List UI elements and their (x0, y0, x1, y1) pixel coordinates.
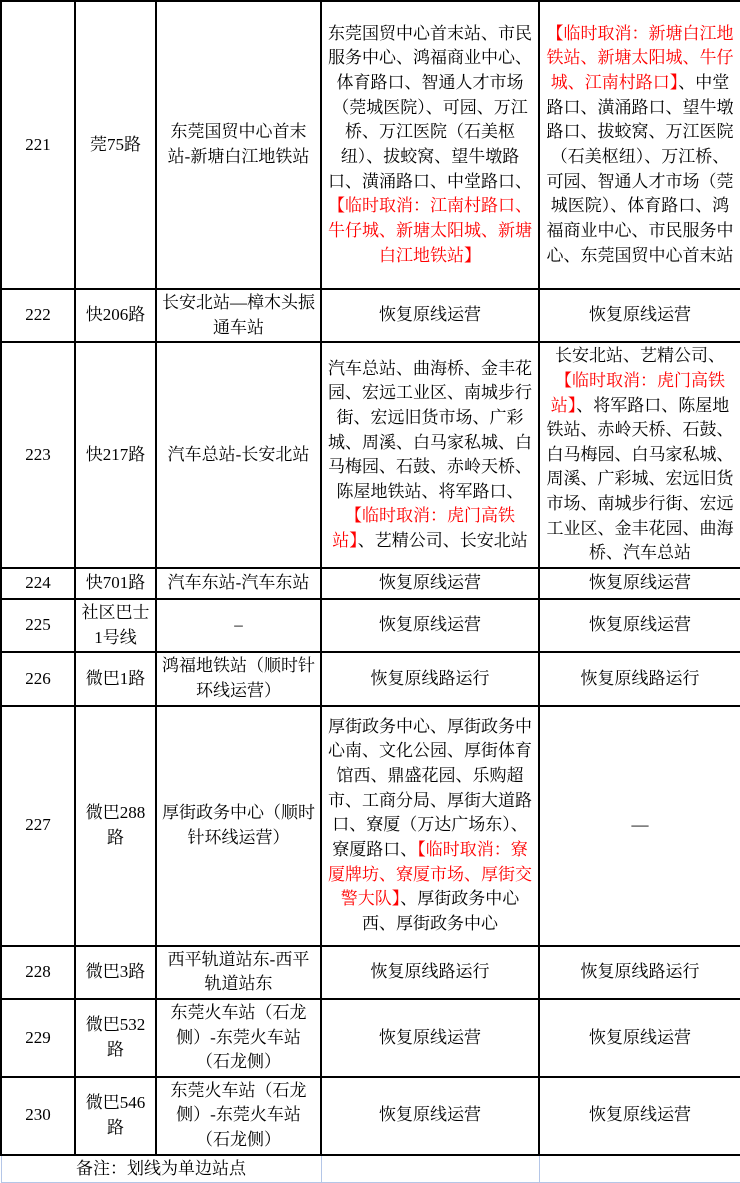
table-body (1, 1, 740, 1155)
route-name-cell: 快206路 (75, 289, 156, 342)
stations-text: 恢复原线运营 (379, 305, 481, 325)
stations-text: 恢复原线路运行 (370, 668, 490, 688)
stations-text: — (631, 815, 649, 835)
route-endpoints-cell: 鸿福地铁站（顺时针环线运营） (156, 652, 321, 705)
route-endpoints-cell: 东莞火车站（石龙侧）-东莞火车站（石龙侧） (156, 999, 321, 1077)
route-row-225 (1, 599, 740, 652)
stations-text: 恢复原线运营 (589, 305, 691, 325)
outbound-stations-cell (321, 706, 539, 946)
note-empty-cell-1 (321, 1155, 539, 1183)
stations-text: 恢复原线运营 (379, 1105, 481, 1125)
outbound-stations-cell (321, 1, 539, 289)
route-name-cell: 微巴546路 (75, 1077, 156, 1155)
route-name-cell: 社区巴士1号线 (75, 599, 156, 652)
stations-text: 、艺精公司、长安北站 (357, 531, 528, 551)
row-index-cell: 227 (1, 706, 75, 946)
route-row-222 (1, 289, 740, 342)
stations-text: 恢复原线路运行 (370, 961, 490, 981)
stations-text: 汽车总站、曲海桥、金丰花园、宏远工业区、南城步行街、宏远旧货市场、广彩城、周溪、白马家私城、白马梅园、石鼓、赤岭天桥、陈屋地铁站、将军路口、 (328, 358, 532, 501)
return-stations-cell (539, 342, 740, 568)
table-footer (1, 1155, 740, 1183)
route-name-cell: 快217路 (75, 342, 156, 568)
row-index-cell: 226 (1, 652, 75, 705)
route-endpoints-cell: 东莞火车站（石龙侧）-东莞火车站（石龙侧） (156, 1077, 321, 1155)
route-row-224 (1, 568, 740, 599)
outbound-stations-cell (321, 999, 539, 1077)
row-index-cell: 223 (1, 342, 75, 568)
stations-text: 、将军路口、陈屋地铁站、赤岭天桥、石鼓、白马梅园、白马家私城、周溪、广彩城、宏远旧货市场、南城步行街、宏远工业区、金丰花园、曲海桥、汽车总站 (546, 395, 734, 563)
stations-text: 恢复原线运营 (379, 573, 481, 593)
route-row-221 (1, 1, 740, 289)
row-index-cell: 230 (1, 1077, 75, 1155)
stations-text: 恢复原线运营 (589, 1105, 691, 1125)
route-endpoints-cell: 东莞国贸中心首末站-新塘白江地铁站 (156, 1, 321, 289)
route-endpoints-cell: 西平轨道站东-西平轨道站东 (156, 946, 321, 999)
stations-text: 恢复原线运营 (589, 573, 691, 593)
route-row-226 (1, 652, 740, 705)
route-endpoints-cell: 长安北站—樟木头振通车站 (156, 289, 321, 342)
stations-text: 、中堂路口、潢涌路口、望牛墩路口、拔蛟窝、万江医院（石美枢纽）、万江桥、可园、智通人才市场（莞城医院）、体育路口、鸿福商业中心、市民服务中心、东莞国贸中心首末站 (546, 73, 734, 265)
stations-text: 恢复原线运营 (589, 1027, 691, 1047)
stations-text: 东莞国贸中心首末站、市民服务中心、鸿福商业中心、体育路口、智通人才市场（莞城医院）、可园、万江桥、万江医院（石美枢纽）、拔蛟窝、望牛墩路口、潢涌路口、中堂路口、 (328, 23, 532, 191)
route-name-cell: 微巴1路 (75, 652, 156, 705)
stations-text: 、厚街政务中心西、厚街政务中心 (362, 889, 520, 933)
route-row-228 (1, 946, 740, 999)
route-name-cell: 莞75路 (75, 1, 156, 289)
stations-text: 长安北站、艺精公司、 (555, 346, 725, 366)
outbound-stations-cell (321, 568, 539, 599)
outbound-stations-cell (321, 289, 539, 342)
return-stations-cell (539, 1, 740, 289)
cancelled-stations-text: 【临时取消：新塘白江地铁站、新塘太阳城、牛仔城、江南村路口】 (546, 23, 734, 93)
return-stations-cell (539, 568, 740, 599)
outbound-stations-cell (321, 599, 539, 652)
stations-text: 恢复原线路运行 (580, 668, 700, 688)
route-name-cell: 微巴3路 (75, 946, 156, 999)
route-name-cell: 微巴288路 (75, 706, 156, 946)
cancelled-stations-text: 【临时取消：虎门高铁站】 (332, 506, 515, 551)
route-endpoints-cell: 汽车东站-汽车东站 (156, 568, 321, 599)
route-name-cell: 微巴532路 (75, 999, 156, 1077)
cancelled-stations-text: 【临时取消：江南村路口、牛仔城、新塘太阳城、新塘白江地铁站】 (328, 196, 532, 265)
cancelled-stations-text: 【临时取消：虎门高铁站】 (550, 370, 725, 415)
note-row (1, 1155, 740, 1183)
route-endpoints-cell: – (156, 599, 321, 652)
row-index-cell: 221 (1, 1, 75, 289)
stations-text: 厚街政务中心、厚街政务中心南、文化公园、厚街体育馆西、鼎盛花园、乐购超市、工商分局、厚街大道路口、寮厦（万达广场东）、寮厦路口、 (328, 716, 532, 859)
stations-text: 恢复原线路运行 (580, 961, 700, 981)
cancelled-stations-text: 【临时取消：寮厦牌坊、寮厦市场、厚街交警大队】 (328, 839, 532, 909)
row-index-cell: 225 (1, 599, 75, 652)
return-stations-cell (539, 1077, 740, 1155)
route-row-223 (1, 342, 740, 568)
outbound-stations-cell (321, 1077, 539, 1155)
row-index-cell: 229 (1, 999, 75, 1077)
stations-text: 恢复原线运营 (379, 615, 481, 635)
stations-text: 恢复原线运营 (589, 615, 691, 635)
outbound-stations-cell (321, 342, 539, 568)
return-stations-cell (539, 289, 740, 342)
route-endpoints-cell: 汽车总站-长安北站 (156, 342, 321, 568)
route-row-229 (1, 999, 740, 1077)
route-name-cell: 快701路 (75, 568, 156, 599)
row-index-cell: 224 (1, 568, 75, 599)
note-empty-cell-2 (539, 1155, 740, 1183)
return-stations-cell (539, 652, 740, 705)
return-stations-cell (539, 946, 740, 999)
route-row-227 (1, 706, 740, 946)
outbound-stations-cell (321, 652, 539, 705)
outbound-stations-cell (321, 946, 539, 999)
route-row-230 (1, 1077, 740, 1155)
return-stations-cell (539, 706, 740, 946)
row-index-cell: 222 (1, 289, 75, 342)
return-stations-cell (539, 999, 740, 1077)
route-endpoints-cell: 厚街政务中心（顺时针环线运营） (156, 706, 321, 946)
row-index-cell: 228 (1, 946, 75, 999)
stations-text: 恢复原线运营 (379, 1027, 481, 1047)
return-stations-cell (539, 599, 740, 652)
note-cell: 备注：划线为单边站点 (1, 1155, 321, 1183)
